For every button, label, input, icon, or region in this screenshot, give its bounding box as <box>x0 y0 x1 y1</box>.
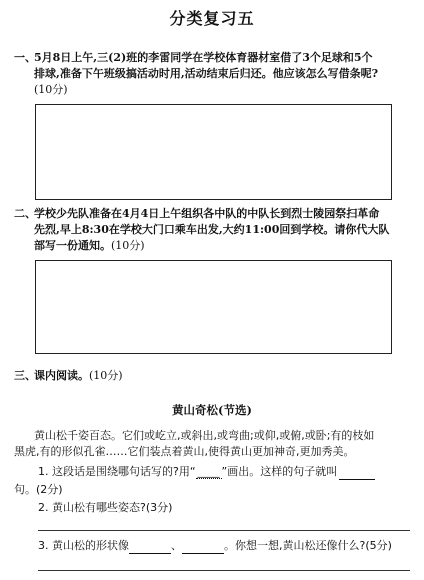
item-3-text-a: 3. 黄山松的形状像 <box>38 539 129 552</box>
question-1-number: 一、 <box>14 51 36 64</box>
question-3-number: 三、 <box>14 369 36 382</box>
question-2-text-line3: 部写一份通知。 <box>34 239 111 252</box>
item-1-mark-sample: ____ <box>197 465 220 478</box>
question-3-score: (10分) <box>89 369 123 382</box>
passage-line-1: 黄山松千姿百态。它们或屹立,或斜出,或弯曲;或仰,或俯,或卧;有的枝如 <box>34 429 375 442</box>
question-1-text-line1: 5月8日上午,三(2)班的李雷同学在学校体育器材室借了3个足球和5个 <box>34 51 373 64</box>
item-3-answer-blank-2[interactable] <box>182 541 224 554</box>
page-title: 分类复习五 <box>169 9 255 28</box>
item-3-separator: 、 <box>171 539 182 552</box>
item-3-answer-line[interactable] <box>38 570 410 571</box>
question-2-text-line2: 先烈,早上8:30在学校大门口乘车出发,大约11:00回到学校。请你代大队 <box>34 223 390 236</box>
question-2-text-line1: 学校少先队准备在4月4日上午组织各中队的中队长到烈士陵园祭扫革命 <box>34 207 380 220</box>
question-2-score: (10分) <box>111 239 145 252</box>
item-3 <box>38 538 414 554</box>
question-2 <box>14 206 414 254</box>
passage-title: 黄山奇松(节选) <box>172 403 252 417</box>
item-1-answer-blank[interactable] <box>339 467 375 480</box>
item-3-text-b: 。你想一想,黄山松还像什么?(5分) <box>224 539 392 552</box>
answer-box-1[interactable] <box>35 104 392 200</box>
item-1 <box>38 464 414 480</box>
item-2-answer-line[interactable] <box>38 530 410 531</box>
question-1-score: (10分) <box>34 83 68 96</box>
question-3 <box>14 368 414 384</box>
question-1-text-line2: 排球,准备下午班级搞活动时用,活动结束后归还。他应该怎么写借条呢? <box>34 67 379 80</box>
question-1 <box>14 50 414 98</box>
item-1-text-b: ”画出。这样的句子就叫 <box>221 465 338 478</box>
passage-text <box>14 428 414 460</box>
item-2: 2. 黄山松有哪些姿态?(3分) <box>38 501 173 514</box>
answer-box-2[interactable] <box>35 260 392 354</box>
item-1-text-a: 1. 这段话是围绕哪句话写的?用“ <box>38 465 196 478</box>
question-2-number: 二、 <box>14 207 36 220</box>
item-1-text-c: 句。(2分) <box>14 483 63 496</box>
item-3-answer-blank-1[interactable] <box>129 541 171 554</box>
passage-line-2: 黑虎,有的形似孔雀……它们装点着黄山,使得黄山更加神奇,更加秀美。 <box>14 445 355 458</box>
question-3-label: 课内阅读。 <box>34 369 89 382</box>
